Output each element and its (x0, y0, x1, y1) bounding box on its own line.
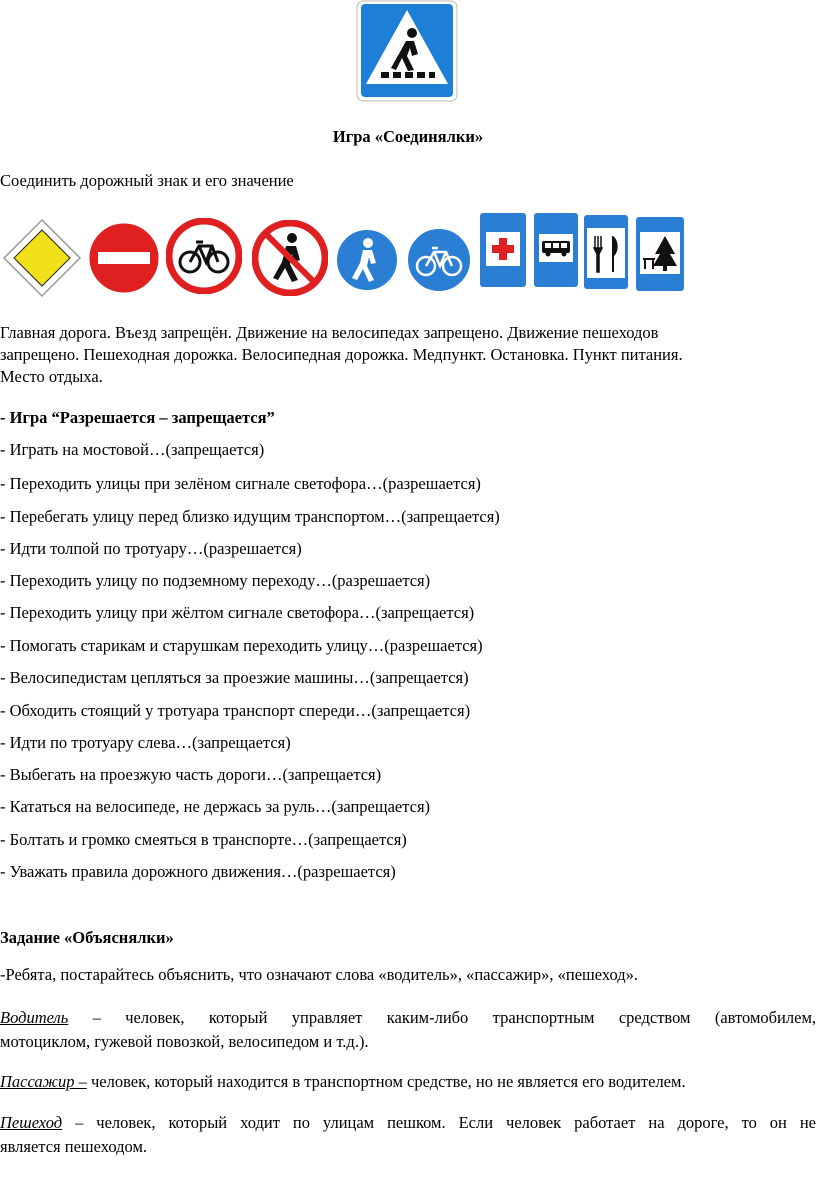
meanings-line-2: запрещено. Пешеходная дорожка. Велосипедная дорожка. Медпункт. Остановка. Пункт питания. (0, 345, 683, 364)
sign-food-point (583, 214, 629, 290)
passenger-term: Пассажир – (0, 1072, 87, 1091)
pedestrian-term: Пешеход (0, 1113, 63, 1132)
no-bicycles-sign-icon (166, 218, 242, 294)
passenger-definition (0, 1072, 686, 1092)
pedestrian-path-sign-icon (334, 222, 400, 294)
first-aid-sign-icon (479, 212, 527, 288)
list-item: - Обходить стоящий у тротуара транспорт спереди…(запрещается) (0, 701, 471, 720)
driver-definition-cont: мотоциклом, гужевой повозкой, велосипедом и т.д.). (0, 1032, 369, 1051)
sign-bus-stop (533, 212, 579, 288)
list-item: - Идти толпой по тротуару…(разрешается) (0, 539, 302, 558)
task-title: Задание «Объяснялки» (0, 928, 174, 947)
sign-no-entry (88, 222, 160, 294)
bus-stop-sign-icon (533, 212, 579, 288)
passenger-def-text: человек, который находится в транспортном средстве, но не является его водителем. (86, 1072, 686, 1091)
instruction-text: Соединить дорожный знак и его значение (0, 171, 294, 190)
game-title: Игра «Соединялки» (332, 127, 484, 146)
list-item: - Играть на мостовой…(запрещается) (0, 440, 265, 459)
list-item: - Болтать и громко смеяться в транспорте…(запрещается) (0, 830, 407, 849)
driver-definition (0, 1008, 816, 1028)
list-item: - Помогать старикам и старушкам переходить улицу…(разрешается) (0, 636, 483, 655)
pedestrian-definition-cont: является пешеходом. (0, 1137, 148, 1156)
driver-def-text: – человек, который управляет каким-либо транспортным средством (автомобилем, (92, 1008, 816, 1027)
no-pedestrians-sign-icon (252, 220, 328, 296)
list-item: - Идти по тротуару слева…(запрещается) (0, 733, 291, 752)
sign-no-bicycles (166, 218, 242, 294)
sign-no-pedestrians (252, 220, 328, 296)
list-item: - Выбегать на проезжую часть дороги…(запрещается) (0, 765, 382, 784)
rest-area-sign-icon (635, 216, 685, 292)
meanings-line-3: Место отдыха. (0, 367, 103, 386)
driver-term: Водитель (0, 1008, 69, 1027)
main-road-sign-icon (2, 218, 82, 298)
sign-main-road (2, 218, 82, 298)
list-item: - Переходить улицы при зелёном сигнале светофора…(разрешается) (0, 474, 481, 493)
list-item: - Кататься на велосипеде, не держась за руль…(запрещается) (0, 797, 431, 816)
no-entry-sign-icon (88, 222, 160, 294)
game2-title: - Игра “Разрешается – запрещается” (0, 408, 275, 427)
list-item: - Переходить улицу по подземному переходу…(разрешается) (0, 571, 431, 590)
list-item: - Переходить улицу при жёлтом сигнале светофора…(запрещается) (0, 603, 475, 622)
meanings-line-1: Главная дорога. Въезд запрещён. Движение на велосипедах запрещено. Движение пешеходов (0, 323, 659, 342)
bicycle-path-sign-icon (405, 222, 473, 294)
sign-rest-area (635, 216, 685, 292)
list-item: - Уважать правила дорожного движения…(разрешается) (0, 862, 396, 881)
header-sign (356, 0, 458, 102)
sign-first-aid (479, 212, 527, 288)
list-item: - Велосипедистам цепляться за проезжие машины…(запрещается) (0, 668, 469, 687)
sign-pedestrian-path (334, 222, 400, 294)
sign-bicycle-path (405, 222, 473, 294)
pedestrian-def-text: – человек, который ходит по улицам пешком. Если человек работает на дороге, то он не (75, 1113, 816, 1132)
list-item: - Перебегать улицу перед близко идущим транспортом…(запрещается) (0, 507, 500, 526)
task-intro: -Ребята, постарайтесь объяснить, что означают слова «водитель», «пассажир», «пешеход». (0, 965, 639, 984)
pedestrian-definition (0, 1113, 816, 1133)
pedestrian-crossing-sign-icon (356, 0, 458, 102)
food-point-sign-icon (583, 214, 629, 290)
